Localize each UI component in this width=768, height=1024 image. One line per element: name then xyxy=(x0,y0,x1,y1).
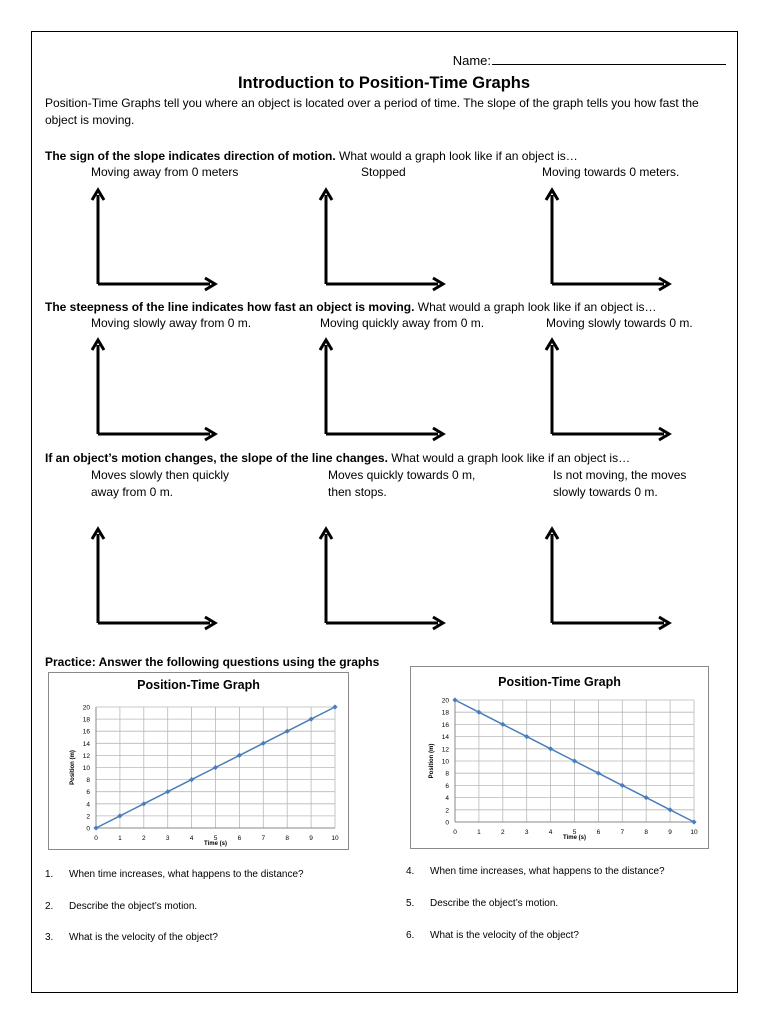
question-5-text: Describe the object’s motion. xyxy=(430,898,559,909)
data-point xyxy=(165,789,170,794)
blank-axes-5[interactable] xyxy=(318,333,448,443)
data-point xyxy=(213,765,218,770)
x-tick-label: 0 xyxy=(94,835,98,842)
section-2-prompt xyxy=(45,300,657,314)
x-tick-label: 1 xyxy=(118,835,122,842)
x-tick-label: 10 xyxy=(690,829,698,836)
x-tick-label: 10 xyxy=(331,835,339,842)
data-point xyxy=(332,704,337,709)
y-tick-label: 8 xyxy=(86,777,90,785)
data-point xyxy=(452,697,457,702)
data-point xyxy=(261,741,266,746)
s2-label-2: Moving quickly away from 0 m. xyxy=(320,316,485,330)
question-6-number: 6. xyxy=(406,930,415,941)
y-tick-label: 10 xyxy=(441,758,449,766)
s2-label-1: Moving slowly away from 0 m. xyxy=(91,316,252,330)
section-3-rest: What would a graph look like if an object is… xyxy=(387,451,631,465)
y-tick-label: 0 xyxy=(86,825,90,833)
chart-1 xyxy=(48,672,349,850)
s1-label-1: Moving away from 0 meters xyxy=(91,165,239,179)
page-title: Introduction to Position-Time Graphs xyxy=(237,74,531,92)
blank-axes-3[interactable] xyxy=(544,183,674,293)
section-1-rest: What would a graph look like if an object is… xyxy=(335,149,578,163)
section-3-bold: If an object’s motion changes, the slope of the line changes. xyxy=(45,451,388,465)
data-point xyxy=(524,734,529,739)
y-tick-label: 2 xyxy=(445,807,449,815)
intro-paragraph: Position-Time Graphs tell you where an object is located over a period of time. The slope of the graph tells you how fast the object is moving. xyxy=(45,96,699,127)
practice-heading xyxy=(45,655,379,669)
s1-label-3: Moving towards 0 meters. xyxy=(542,165,680,179)
x-tick-label: 3 xyxy=(524,829,529,836)
chart-2-plot xyxy=(411,667,708,848)
practice-heading-text: Practice: Answer the following questions using the graphs xyxy=(45,655,380,669)
data-point xyxy=(691,819,696,824)
blank-axes-4[interactable] xyxy=(90,333,220,443)
y-tick-label: 18 xyxy=(82,716,90,724)
x-tick-label: 7 xyxy=(620,829,625,836)
data-point xyxy=(620,783,625,788)
question-1 xyxy=(45,869,304,880)
name-blank-line[interactable] xyxy=(492,52,726,65)
y-tick-label: 2 xyxy=(86,813,90,821)
y-tick-label: 20 xyxy=(82,704,90,712)
blank-axes-6[interactable] xyxy=(544,333,674,443)
y-axis-label: Position (m) xyxy=(429,743,435,779)
data-point xyxy=(237,753,242,758)
x-tick-label: 1 xyxy=(477,829,481,836)
question-3-text: What is the velocity of the object? xyxy=(69,932,218,943)
x-tick-label: 7 xyxy=(261,835,266,842)
question-2-number: 2. xyxy=(45,901,54,912)
chart-1-plot xyxy=(49,673,348,849)
y-tick-label: 16 xyxy=(441,721,449,729)
x-tick-label: 9 xyxy=(309,835,313,842)
y-tick-label: 4 xyxy=(86,801,90,809)
y-tick-label: 20 xyxy=(441,697,449,705)
s3-label-3-line-1: Is not moving, the moves xyxy=(553,468,687,482)
name-field[interactable] xyxy=(453,52,726,68)
data-point xyxy=(189,777,194,782)
data-point xyxy=(500,722,505,727)
question-1-text: When time increases, what happens to the distance? xyxy=(69,869,304,880)
s3-label-2 xyxy=(328,467,475,501)
y-tick-label: 12 xyxy=(441,746,449,754)
section-1-prompt xyxy=(45,149,578,163)
s1-label-2: Stopped xyxy=(361,165,406,179)
question-3-number: 3. xyxy=(45,932,54,943)
s3-label-2-line-1: Moves quickly towards 0 m, xyxy=(328,468,476,482)
question-5-number: 5. xyxy=(406,898,415,909)
question-6-text: What is the velocity of the object? xyxy=(430,930,579,941)
question-1-number: 1. xyxy=(45,869,54,880)
data-point xyxy=(668,807,673,812)
blank-axes-2[interactable] xyxy=(318,183,448,293)
chart-2 xyxy=(410,666,709,849)
question-4-number: 4. xyxy=(406,866,415,877)
y-tick-label: 0 xyxy=(445,819,449,827)
blank-axes-9[interactable] xyxy=(544,522,674,632)
y-tick-label: 16 xyxy=(82,728,90,736)
x-tick-label: 9 xyxy=(668,829,672,836)
data-point xyxy=(476,710,481,715)
question-2 xyxy=(45,901,197,912)
blank-axes-8[interactable] xyxy=(318,522,448,632)
y-tick-label: 4 xyxy=(445,795,449,803)
data-point xyxy=(309,717,314,722)
name-label: Name: xyxy=(452,53,491,68)
s3-label-3 xyxy=(553,467,686,501)
s3-label-2-line-2: then stops. xyxy=(328,485,387,499)
x-tick-label: 4 xyxy=(189,835,194,842)
data-point xyxy=(141,801,146,806)
question-2-text: Describe the object’s motion. xyxy=(69,901,198,912)
s3-label-3-line-2: slowly towards 0 m. xyxy=(553,485,658,499)
x-tick-label: 2 xyxy=(141,835,146,842)
blank-axes-7[interactable] xyxy=(90,522,220,632)
x-tick-label: 5 xyxy=(213,835,218,842)
y-tick-label: 10 xyxy=(82,765,90,772)
x-tick-label: 3 xyxy=(165,835,170,842)
y-tick-label: 14 xyxy=(441,734,449,742)
question-3 xyxy=(45,932,218,943)
question-6 xyxy=(406,930,579,941)
question-4 xyxy=(406,866,665,877)
chart-2-title: Position-Time Graph xyxy=(498,675,621,689)
data-point xyxy=(548,746,553,751)
x-tick-label: 0 xyxy=(453,829,457,836)
x-tick-label: 8 xyxy=(644,829,649,836)
y-tick-label: 12 xyxy=(82,752,90,760)
s2-label-3: Moving slowly towards 0 m. xyxy=(546,316,693,330)
chart-1-title: Position-Time Graph xyxy=(137,678,260,692)
s3-label-1 xyxy=(91,467,229,501)
section-1-bold: The sign of the slope indicates direction of motion. xyxy=(45,149,336,163)
x-tick-label: 6 xyxy=(596,829,601,836)
data-point xyxy=(644,795,649,800)
x-tick-label: 6 xyxy=(237,835,242,842)
data-point xyxy=(285,729,290,734)
data-point xyxy=(572,758,577,763)
x-tick-label: 8 xyxy=(285,835,290,842)
y-tick-label: 6 xyxy=(86,789,90,797)
section-2-rest: What would a graph look like if an object is… xyxy=(414,300,657,314)
y-tick-label: 18 xyxy=(441,709,449,717)
blank-axes-1[interactable] xyxy=(90,183,220,293)
y-tick-label: 14 xyxy=(82,740,90,748)
x-axis-label: Time (s) xyxy=(204,841,227,847)
y-axis-label: Position (m) xyxy=(70,750,76,785)
data-point xyxy=(93,825,98,830)
x-tick-label: 5 xyxy=(572,829,577,836)
data-point xyxy=(596,771,601,776)
section-3-prompt xyxy=(45,451,630,465)
question-5 xyxy=(406,898,558,909)
s3-label-1-line-1: Moves slowly then quickly xyxy=(91,468,230,482)
y-tick-label: 6 xyxy=(445,782,449,790)
section-2-bold: The steepness of the line indicates how fast an object is moving. xyxy=(45,300,415,314)
y-tick-label: 8 xyxy=(445,770,449,778)
question-4-text: When time increases, what happens to the distance? xyxy=(430,866,665,877)
x-tick-label: 4 xyxy=(548,829,553,836)
x-tick-label: 2 xyxy=(500,829,505,836)
s3-label-1-line-2: away from 0 m. xyxy=(91,485,174,499)
x-axis-label: Time (s) xyxy=(563,835,586,841)
data-point xyxy=(117,813,122,818)
